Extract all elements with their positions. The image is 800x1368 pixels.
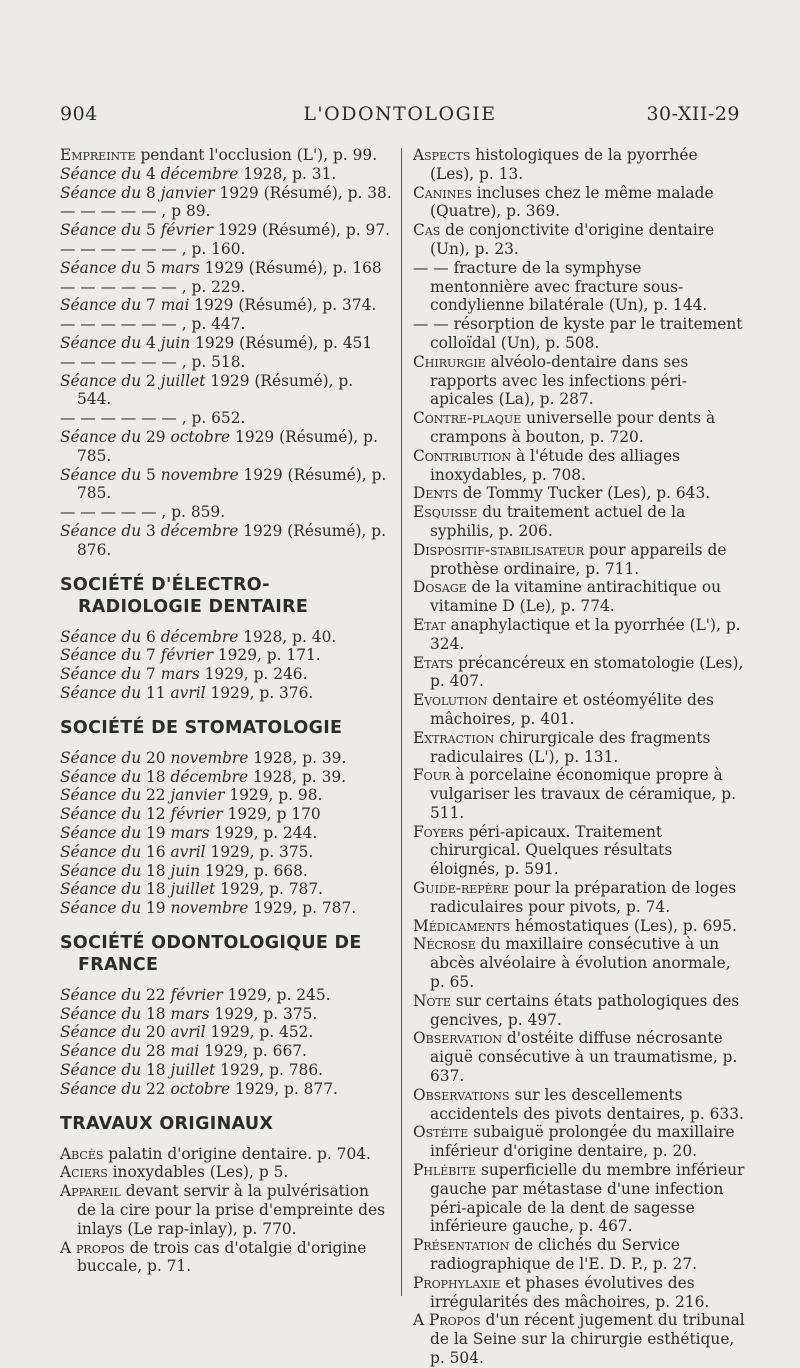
entry-italic: Séance du xyxy=(60,164,142,183)
column-divider xyxy=(401,148,402,1296)
entry-italic: Séance du xyxy=(60,627,142,646)
entry-italic: Séance du xyxy=(60,985,142,1004)
entry-italic: Séance du xyxy=(60,805,142,824)
section-title-travaux-originaux: TRAVAUX ORIGINAUX xyxy=(60,1113,274,1134)
entry-text: et phases évolutives des irrégularités des mâchoires, p. 216. xyxy=(430,1273,710,1311)
entry-headword: Extraction xyxy=(413,728,495,747)
entry-headword: Canines xyxy=(413,183,472,202)
entry-text: — — — — — — , p. 447. xyxy=(60,315,246,334)
entry-text: anaphylactique et la pyorrhée (L'), p. 324. xyxy=(430,615,741,653)
entry-text: du traitement actuel de la syphilis, p. 206. xyxy=(430,503,686,540)
index-entry xyxy=(60,184,392,203)
entry-italic: Séance du xyxy=(60,880,142,899)
index-entry xyxy=(413,184,745,222)
entry-text: 5 xyxy=(141,258,161,277)
entry-italic: Séance du xyxy=(60,1079,142,1098)
entry-text: 1929, p. 786. xyxy=(215,1061,323,1080)
entry-text: 18 xyxy=(141,880,171,899)
entry-italic: mars xyxy=(170,823,210,842)
entry-text: de la vitamine antirachitique ou vitamine D (Le), p. 774. xyxy=(430,578,722,616)
entry-text: d'un récent jugement du tribunal de la Seine sur la chirurgie esthétique, p. 504. xyxy=(430,1311,745,1367)
entry-text: palatin d'origine dentaire. p. 704. xyxy=(103,1144,371,1163)
entry-italic: avril xyxy=(170,842,206,861)
entry-italic: décembre xyxy=(160,627,239,646)
entry-italic: Séance du xyxy=(60,748,142,767)
entry-italic: février xyxy=(170,805,223,824)
index-entry xyxy=(60,786,392,805)
entry-italic: Séance du xyxy=(60,786,142,805)
entries-odontologique-france xyxy=(60,986,392,1099)
index-entry xyxy=(413,353,745,409)
entry-text: de clichés du Service radiographique de l'E. D. P., p. 27. xyxy=(430,1236,698,1274)
entry-italic: décembre xyxy=(170,767,249,786)
index-entry xyxy=(60,165,392,184)
index-entry xyxy=(60,409,392,428)
index-entry xyxy=(413,541,745,579)
index-entry xyxy=(413,578,745,616)
entry-italic: mars xyxy=(170,1004,210,1023)
index-entry xyxy=(60,843,392,862)
entry-text: de Tommy Tucker (Les), p. 643. xyxy=(457,484,711,503)
entry-headword: Prophylaxie xyxy=(413,1273,501,1292)
entry-italic: Séance du xyxy=(60,767,142,786)
index-entry xyxy=(60,628,392,647)
entry-text: 1929, p. 375. xyxy=(205,842,314,861)
entry-text: 18 xyxy=(141,767,171,786)
entry-text: 1929, p. 98. xyxy=(224,786,323,805)
left-column xyxy=(60,146,392,1276)
entry-italic: mars xyxy=(160,258,200,277)
entries-stomatologie xyxy=(60,749,392,918)
entry-italic: avril xyxy=(170,1023,206,1042)
entry-text: 19 xyxy=(141,899,171,918)
index-entry xyxy=(413,616,745,654)
index-entry xyxy=(60,824,392,843)
entry-italic: mars xyxy=(160,665,200,684)
index-entry xyxy=(60,428,392,466)
index-entry xyxy=(60,862,392,881)
entry-italic: juin xyxy=(170,861,201,880)
page-number: 904 xyxy=(60,103,98,125)
entry-headword: Dosage xyxy=(413,578,467,597)
issue-date: 30-XII-29 xyxy=(646,103,740,125)
entry-headword: Aspects xyxy=(413,146,471,164)
index-entry xyxy=(60,1163,392,1182)
entry-text: 1929 (Résumé), p. 38. xyxy=(214,183,392,202)
entry-italic: Séance du xyxy=(60,899,142,918)
index-entry xyxy=(60,1023,392,1042)
index-entry xyxy=(60,202,392,221)
index-entry xyxy=(413,935,745,991)
entry-italic: décembre xyxy=(160,521,239,540)
entry-headword: Aciers xyxy=(60,1163,108,1182)
entry-text: 7 xyxy=(141,646,161,665)
entry-text: du maxillaire consécutive à un abcès alvéolaire à évolution anormale, p. 65. xyxy=(430,935,731,992)
entries-electro-radiologie xyxy=(60,628,392,703)
entry-text: hémostatiques (Les), p. 695. xyxy=(510,916,737,935)
entry-text: 1929 (Résumé), p. 374. xyxy=(189,296,377,315)
index-entry xyxy=(60,522,392,560)
entry-text: — — résorption de kyste par le traitement colloïdal (Un), p. 508. xyxy=(413,315,743,352)
entry-text: d'ostéite diffuse nécrosante aiguë consécutive à un traumatisme, p. 637. xyxy=(430,1029,738,1086)
entry-italic: novembre xyxy=(170,899,249,918)
entry-text: 1928, p. 40. xyxy=(238,627,337,646)
entry-text: 18 xyxy=(141,1004,171,1023)
entry-text: 1929, p. 877. xyxy=(230,1079,338,1098)
entry-text: 22 xyxy=(141,1079,171,1098)
entry-text: 16 xyxy=(141,842,171,861)
index-entry xyxy=(60,880,392,899)
index-entry xyxy=(413,1311,745,1367)
entry-text: 29 xyxy=(141,427,171,446)
entry-headword: Observation xyxy=(413,1029,503,1048)
index-entry xyxy=(60,646,392,665)
index-entry xyxy=(60,146,392,165)
entries-odontologie-block xyxy=(60,146,392,560)
entry-text: 1929, p. 244. xyxy=(209,823,318,842)
entry-headword: Evolution xyxy=(413,691,488,710)
entry-text: — — — — — — , p. 652. xyxy=(60,409,246,428)
entry-headword: Appareil xyxy=(60,1182,121,1201)
entry-headword: Observations xyxy=(413,1085,510,1104)
entry-text: 1929, p. 375. xyxy=(209,1004,318,1023)
entry-text: sur les descellements accidentels des pivots dentaires, p. 633. xyxy=(430,1085,744,1123)
index-entry xyxy=(60,315,392,334)
entry-text: précancéreux en stomatologie (Les), p. 407. xyxy=(430,653,744,691)
entry-text: 8 xyxy=(141,183,161,202)
index-entry xyxy=(413,992,745,1030)
entry-italic: Séance du xyxy=(60,683,142,702)
index-entry xyxy=(413,1086,745,1124)
entry-text: 7 xyxy=(141,665,161,684)
entry-headword: Etat xyxy=(413,615,446,634)
entry-text: à porcelaine économique propre à vulgariser les travaux de céramique, p. 511. xyxy=(430,766,737,822)
entry-italic: Séance du xyxy=(60,1061,142,1080)
entry-text: 4 xyxy=(141,333,161,352)
entry-italic: Séance du xyxy=(60,296,142,315)
index-entry xyxy=(60,986,392,1005)
entry-text: 1929 (Résumé), p. 785. xyxy=(77,427,378,465)
entry-text: — — — — — — , p. 160. xyxy=(60,239,246,258)
entry-text: 1929, p. 787. xyxy=(248,899,357,918)
entry-text: 5 xyxy=(141,221,161,240)
entry-headword: Esquisse xyxy=(413,503,478,522)
entry-italic: avril xyxy=(170,683,206,702)
entry-italic: Séance du xyxy=(60,823,142,842)
entry-headword: Note xyxy=(413,991,451,1010)
entry-italic: juillet xyxy=(160,371,206,390)
entry-italic: Séance du xyxy=(60,1042,142,1061)
entry-text: 1928, p. 39. xyxy=(248,767,347,786)
entry-text: 1929, p. 245. xyxy=(222,985,331,1004)
entry-headword: Four xyxy=(413,766,451,785)
section-title-electro-radiologie: SOCIÉTÉ D'ÉLECTRO-RADIOLOGIE DENTAIRE xyxy=(60,574,309,617)
index-entry xyxy=(60,1061,392,1080)
entry-italic: juillet xyxy=(170,1061,216,1080)
index-entry xyxy=(60,665,392,684)
entry-text: 1929 (Résumé), p. 544. xyxy=(77,371,354,409)
entry-text: 1929 (Résumé), p. 785. xyxy=(77,465,387,503)
entry-text: 5 xyxy=(141,465,161,484)
index-entry xyxy=(413,315,745,353)
entry-text: sur certains états pathologiques des gencives, p. 497. xyxy=(430,991,740,1029)
entry-text: — — — — — — , p. 518. xyxy=(60,352,246,371)
index-entry xyxy=(60,278,392,297)
entry-text: 3 xyxy=(141,521,161,540)
entry-italic: février xyxy=(160,646,213,665)
index-entry xyxy=(413,447,745,485)
entry-text: 1929, p 170 xyxy=(222,805,321,824)
index-entry xyxy=(60,1145,392,1164)
entry-headword: A propos xyxy=(60,1238,125,1257)
index-entry xyxy=(413,879,745,917)
index-entry xyxy=(60,805,392,824)
index-entry xyxy=(60,768,392,787)
entry-headword: Foyers xyxy=(413,822,464,841)
entry-text: 12 xyxy=(141,805,171,824)
entry-text: alvéolo-dentaire dans ses rapports avec les infections péri-apicales (La), p. 287. xyxy=(430,352,689,409)
entry-italic: Séance du xyxy=(60,521,142,540)
index-entry xyxy=(413,221,745,259)
entry-headword: Chirurgie xyxy=(413,352,486,371)
index-entry xyxy=(60,221,392,240)
index-entry xyxy=(60,466,392,504)
entry-text: subaiguë prolongée du maxillaire inférieur d'origine dentaire, p. 20. xyxy=(430,1123,735,1161)
entry-text: devant servir à la pulvérisation de la cire pour la prise d'empreinte des inlays (Le rap-inlay), p. 770. xyxy=(77,1182,386,1238)
entry-text: péri-apicaux. Traitement chirurgical. Quelques résultats éloignés, p. 591. xyxy=(430,822,673,879)
index-entry xyxy=(60,1239,392,1277)
entry-text: — — — — — , p. 859. xyxy=(60,503,226,522)
entry-text: 18 xyxy=(141,1061,171,1080)
entry-text: 1928, p. 39. xyxy=(248,748,347,767)
entry-text: 20 xyxy=(141,748,171,767)
entry-text: 28 xyxy=(141,1042,171,1061)
index-entry xyxy=(413,823,745,879)
entry-headword: Ostéite xyxy=(413,1123,469,1142)
entry-italic: Séance du xyxy=(60,646,142,665)
entry-headword: Guide-repère xyxy=(413,879,510,898)
entry-italic: Séance du xyxy=(60,861,142,880)
entry-headword: Médicaments xyxy=(413,916,511,935)
entry-text: 22 xyxy=(141,786,171,805)
entry-text: 18 xyxy=(141,861,171,880)
index-entry xyxy=(413,766,745,822)
index-entry xyxy=(413,654,745,692)
entry-text: 1929, p. 452. xyxy=(205,1023,314,1042)
index-entry xyxy=(60,1182,392,1238)
index-entry xyxy=(413,484,745,503)
index-entry xyxy=(413,691,745,729)
entry-headword: Abcès xyxy=(60,1144,104,1163)
entry-italic: Séance du xyxy=(60,427,142,446)
entry-headword: Contribution xyxy=(413,446,512,465)
index-entry xyxy=(60,1080,392,1099)
entry-italic: juin xyxy=(160,333,191,352)
entry-headword: Nécrose xyxy=(413,935,476,954)
entry-text: incluses chez le même malade (Quatre), p. 369. xyxy=(430,183,714,221)
entry-italic: octobre xyxy=(170,427,231,446)
entry-text: 1929 (Résumé), p. 451 xyxy=(190,333,373,352)
entries-travaux-originaux xyxy=(60,1145,392,1277)
section-title-stomatologie: SOCIÉTÉ DE STOMATOLOGIE xyxy=(60,717,343,738)
entry-text: — — fracture de la symphyse mentonnière avec fracture sous-condylienne bilatérale (Un), p. 144. xyxy=(413,258,708,315)
entry-headword: A Propos xyxy=(413,1311,481,1330)
right-column xyxy=(413,146,745,1368)
entry-text: 1928, p. 31. xyxy=(238,164,337,183)
entry-text: — — — — — — , p. 229. xyxy=(60,277,246,296)
entry-text: inoxydables (Les), p 5. xyxy=(107,1163,289,1182)
entry-headword: Empreinte xyxy=(60,146,136,164)
index-entry xyxy=(60,259,392,278)
entry-text: pour la préparation de loges radiculaires pour pivots, p. 74. xyxy=(430,879,737,916)
entry-italic: Séance du xyxy=(60,842,142,861)
index-entry xyxy=(413,409,745,447)
entry-italic: janvier xyxy=(170,786,225,805)
entry-text: universelle pour dents à crampons à bouton, p. 720. xyxy=(430,409,716,446)
entry-text: 1929 (Résumé), p. 97. xyxy=(212,221,391,240)
index-entry xyxy=(60,749,392,768)
entry-text: 1929, p. 246. xyxy=(199,665,308,684)
entry-italic: Séance du xyxy=(60,665,142,684)
entry-headword: Dents xyxy=(413,484,458,503)
entry-italic: novembre xyxy=(160,465,239,484)
entry-text: 1929, p. 668. xyxy=(200,861,308,880)
entry-italic: Séance du xyxy=(60,371,142,390)
entry-italic: Séance du xyxy=(60,1023,142,1042)
entry-text: pour appareils de prothèse ordinaire, p. 711. xyxy=(430,540,727,578)
entry-text: superficielle du membre inférieur gauche par métastase d'une infection péri-apicale de la dent de sagesse inférieure gauche, p. 467. xyxy=(430,1161,745,1236)
entry-italic: Séance du xyxy=(60,221,142,240)
entry-italic: mai xyxy=(160,296,190,315)
entry-text: de trois cas d'otalgie d'origine buccale, p. 71. xyxy=(77,1238,367,1276)
entry-italic: novembre xyxy=(170,748,249,767)
entry-italic: mai xyxy=(170,1042,200,1061)
entry-headword: Dispositif-stabilisateur xyxy=(413,540,585,559)
index-entry xyxy=(60,684,392,703)
index-entry xyxy=(60,372,392,410)
index-entry xyxy=(413,917,745,936)
entry-text: 1929, p. 667. xyxy=(199,1042,307,1061)
entry-headword: Phlébite xyxy=(413,1161,477,1180)
entry-italic: février xyxy=(170,985,223,1004)
index-entry xyxy=(413,503,745,541)
entry-italic: janvier xyxy=(160,183,215,202)
entry-italic: octobre xyxy=(170,1079,231,1098)
index-entry xyxy=(60,899,392,918)
index-entry xyxy=(60,334,392,353)
entry-text: 1929, p. 376. xyxy=(205,683,314,702)
entry-text: de conjonctivite d'origine dentaire (Un), p. 23. xyxy=(430,221,715,258)
running-header xyxy=(60,103,740,133)
index-entry xyxy=(413,259,745,315)
entry-italic: Séance du xyxy=(60,465,142,484)
journal-title: L'ODONTOLOGIE xyxy=(303,103,497,125)
entry-text: 1929, p. 787. xyxy=(215,880,323,899)
index-entry xyxy=(413,146,745,184)
index-entry xyxy=(60,503,392,522)
entry-text: 6 xyxy=(141,627,161,646)
entry-italic: Séance du xyxy=(60,183,142,202)
entries-travaux-originaux-continued xyxy=(413,146,745,1368)
entry-text: 1929, p. 171. xyxy=(212,646,321,665)
entry-headword: Contre-plaque xyxy=(413,409,522,428)
index-entry xyxy=(60,1005,392,1024)
entry-italic: février xyxy=(160,221,213,240)
entry-italic: Séance du xyxy=(60,1004,142,1023)
entry-text: pendant l'occlusion (L'), p. 99. xyxy=(135,146,378,164)
entry-text: 1929 (Résumé), p. 168 xyxy=(199,258,382,277)
entry-text: dentaire et ostéomyélite des mâchoires, p. 401. xyxy=(430,691,714,728)
entry-text: histologiques de la pyorrhée (Les), p. 13. xyxy=(430,146,698,183)
entry-headword: Présentation xyxy=(413,1236,510,1255)
index-entry xyxy=(413,1029,745,1085)
entry-text: — — — — — , p 89. xyxy=(60,202,211,221)
index-entry xyxy=(413,1123,745,1161)
index-entry xyxy=(413,1161,745,1236)
entry-text: 7 xyxy=(141,296,161,315)
index-entry xyxy=(413,729,745,767)
entry-text: 22 xyxy=(141,985,171,1004)
index-entry xyxy=(413,1274,745,1312)
entry-headword: Etats xyxy=(413,653,454,672)
entry-italic: juillet xyxy=(170,880,216,899)
entry-text: 11 xyxy=(141,683,171,702)
index-entry xyxy=(60,240,392,259)
entry-text: 1929 (Résumé), p. 876. xyxy=(77,521,387,559)
section-title-odontologique-france: SOCIÉTÉ ODONTOLOGIQUE DE FRANCE xyxy=(60,932,362,975)
entry-text: chirurgicale des fragments radiculaires (L'), p. 131. xyxy=(430,728,711,766)
index-entry xyxy=(60,1042,392,1061)
index-entry xyxy=(413,1236,745,1274)
entry-text: 2 xyxy=(141,371,161,390)
entry-text: 19 xyxy=(141,823,171,842)
entry-italic: décembre xyxy=(160,164,239,183)
entry-text: 20 xyxy=(141,1023,171,1042)
entry-italic: Séance du xyxy=(60,333,142,352)
entry-italic: Séance du xyxy=(60,258,142,277)
entry-headword: Cas xyxy=(413,221,441,240)
entry-text: 4 xyxy=(141,164,161,183)
index-entry xyxy=(60,296,392,315)
index-entry xyxy=(60,353,392,372)
entry-text: à l'étude des alliages inoxydables, p. 708. xyxy=(430,446,680,484)
